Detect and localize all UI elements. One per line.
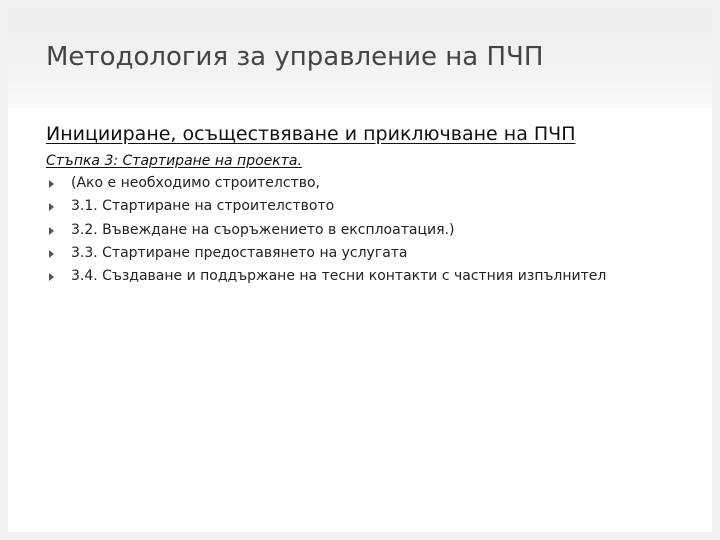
list-item (46, 242, 606, 265)
list-item (46, 219, 606, 242)
list-item (46, 265, 606, 288)
list-item (46, 195, 606, 218)
triangle-arrow-icon (49, 180, 54, 188)
slide-title: Методология за управление на ПЧП (46, 42, 544, 72)
triangle-arrow-icon (49, 203, 54, 211)
list-item (46, 172, 606, 195)
triangle-arrow-icon (49, 250, 54, 258)
bullet-text: 3.1. Стартиране на строителството (71, 198, 335, 215)
bullet-text: 3.3. Стартиране предоставянето на услугата (71, 244, 408, 261)
bullet-text: 3.2. Въвеждане на съоръжението в експлоатация.) (71, 221, 455, 238)
triangle-arrow-icon (49, 227, 54, 235)
bullet-text: 3.4. Създаване и поддържане на тесни контакти с частния изпълнител (71, 268, 607, 285)
bullet-list (46, 172, 606, 288)
step-heading: Стъпка 3: Стартиране на проекта. (46, 153, 302, 169)
slide-subtitle: Иницииране, осъществяване и приключване на ПЧП (46, 123, 576, 145)
bullet-text: (Ако е необходимо строителство, (71, 175, 320, 191)
triangle-arrow-icon (49, 273, 54, 281)
